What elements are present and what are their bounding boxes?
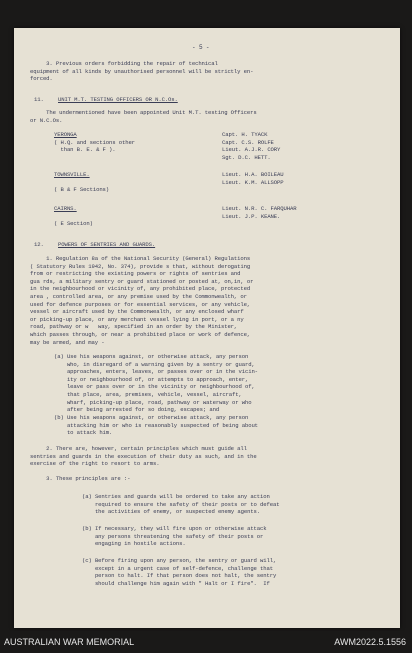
para-1-line: road, pathway or w way, specified in an order by the Minister, bbox=[30, 323, 238, 331]
principle-a-line: the activities of enemy, or suspected enemy agents. bbox=[82, 508, 261, 516]
para-3-intro: 3. These principles are :- bbox=[30, 475, 131, 482]
group-units: ( H.Q. and sections other bbox=[54, 138, 135, 146]
section-11-intro-2: or N.C.Os. bbox=[30, 116, 63, 124]
para-1-line: in the neighbourhood or vicinity of, any prohibited place, protected bbox=[30, 285, 251, 293]
subclause-a-line: that place, area, premises, vehicle, vessel, aircraft, bbox=[54, 391, 242, 398]
group-units: ( E Section) bbox=[54, 220, 93, 228]
subclause-a-line: who, in disregard of a warning given by a sentry or guard, bbox=[54, 360, 255, 368]
section-11-title: UNIT M.T. TESTING OFFICERS OR N.C.Os. bbox=[58, 96, 178, 103]
subclause-b-line: attacking him or who is reasonably suspected of being about bbox=[54, 421, 258, 429]
subclause-a-line: after being arrested for so doing, escapes; and bbox=[54, 406, 220, 414]
para-1-line: which passes through, or near a prohibited place or work of defence, bbox=[30, 331, 251, 338]
subclause-a-line: ity or neighbourhood of, or attempts to approach, enter, bbox=[54, 375, 249, 383]
group-units: than B. E. & F ). bbox=[54, 146, 116, 154]
para-1-line: 1. Regulation 8a of the National Security (General) Regulations bbox=[30, 255, 251, 262]
para-1-line: vessel or aircraft used by the Commonwealth, or any enclosed wharf bbox=[30, 308, 244, 316]
para-1-line: ( Statutory Rules 1942, No. 374), provide s that, without derogating bbox=[30, 262, 251, 270]
para3-line-1: 3. Previous orders forbidding the repair of technical bbox=[30, 60, 218, 67]
section-12-number: 12. bbox=[34, 241, 44, 248]
document-page bbox=[14, 28, 400, 628]
subclause-a-line: leave or pass over or in the vicinity or neighbourhood of, bbox=[54, 383, 255, 391]
section-11-number: 11. bbox=[34, 96, 44, 103]
subclause-b-line: to attack him. bbox=[54, 429, 113, 437]
para-2-line: exercise of the right to resort to arms. bbox=[30, 460, 160, 468]
para-1-line: or picking-up place, or any merchant vessel lying in port, or a ny bbox=[30, 315, 244, 323]
page-number: - 5 - bbox=[192, 44, 210, 51]
para-2-line: 2. There are, however, certain principles which must guide all bbox=[30, 445, 247, 452]
subclause-a-line: approaches, enters, leaves, or passes over or in the vicin- bbox=[54, 368, 258, 376]
para-1-line: may be armed, and may - bbox=[30, 338, 105, 346]
principle-a-line: required to ensure the safety of their posts or to defeat bbox=[82, 500, 280, 508]
subclause-a-line: (a) Use his weapons against, or otherwise attack, any person bbox=[54, 353, 249, 360]
principle-a-line: (a) Sentries and guards will be ordered to take any action bbox=[82, 493, 270, 500]
principle-c-line: except in a urgent case of self-defence, challenge that bbox=[82, 564, 273, 572]
principle-b-line: engaging in hostile actions. bbox=[82, 540, 186, 548]
principle-c-line: person to halt. If that person does not halt, the sentry bbox=[82, 572, 277, 580]
archive-footer bbox=[0, 631, 412, 653]
officer-name: Lieut. J.P. KEANE. bbox=[222, 212, 281, 220]
principle-c-line: should challenge him again with " Halt or I fire". If bbox=[82, 579, 270, 587]
para-1-line: area , controlled area, or any premise used by the Commonwealth, or bbox=[30, 293, 247, 300]
footer-source: AUSTRALIAN WAR MEMORIAL bbox=[4, 637, 135, 647]
para3-line-2: equipment of all kinds by unauthorised personnel will be strictly en- bbox=[30, 67, 254, 75]
group-units: ( B & F Sections) bbox=[54, 186, 110, 194]
group-place-townsville: TOWNSVILLE. bbox=[54, 171, 90, 178]
principle-b-line: (b) If necessary, they will fire upon or otherwise attack bbox=[82, 525, 267, 532]
group-place-yeronga: YERONGA bbox=[54, 131, 77, 138]
section-12-title: POWERS OF SENTRIES AND GUARDS. bbox=[58, 241, 156, 248]
para-1-line: from or restricting the existing powers or rights of sentries and bbox=[30, 270, 241, 278]
officer-name: Lieut. N.R. C. FARQUHAR bbox=[222, 205, 297, 212]
officer-name: Capt. C.S. ROLFE bbox=[222, 138, 274, 146]
principle-c-line: (c) Before firing upon any person, the sentry or guard will, bbox=[82, 557, 277, 564]
para3-line-3: forced. bbox=[30, 75, 53, 83]
group-place-cairns: CAIRNS. bbox=[54, 205, 77, 212]
para-2-line: sentries and guards in the execution of their duty as such, and in the bbox=[30, 452, 257, 460]
officer-name: Lieut. H.A. BOILEAU bbox=[222, 171, 284, 178]
section-11-intro-1: The undermentioned have been appointed Unit M.T. testing Officers bbox=[30, 109, 257, 116]
para-1-line: gua rds, a military sentry or guard stationed or posted at, on,in, or bbox=[30, 277, 254, 285]
para-1-line: used for defence purposes or for essential services, or any vehicle, bbox=[30, 300, 251, 308]
officer-name: Sgt. D.C. HETT. bbox=[222, 153, 271, 161]
subclause-b-line: (b) Use his weapons against, or otherwise attack, any person bbox=[54, 414, 249, 421]
officer-name: Capt. H. TYACK bbox=[222, 131, 268, 138]
principle-b-line: any persons threatening the safety of their posts or bbox=[82, 532, 264, 540]
officer-name: Lieut. A.J.R. CORY bbox=[222, 146, 281, 154]
footer-reference: AWM2022.5.1556 bbox=[334, 637, 406, 647]
officer-name: Lieut. K.M. ALLSOPP bbox=[222, 178, 284, 186]
subclause-a-line: wharf, picking-up place, road, pathway or waterway or who bbox=[54, 398, 252, 406]
